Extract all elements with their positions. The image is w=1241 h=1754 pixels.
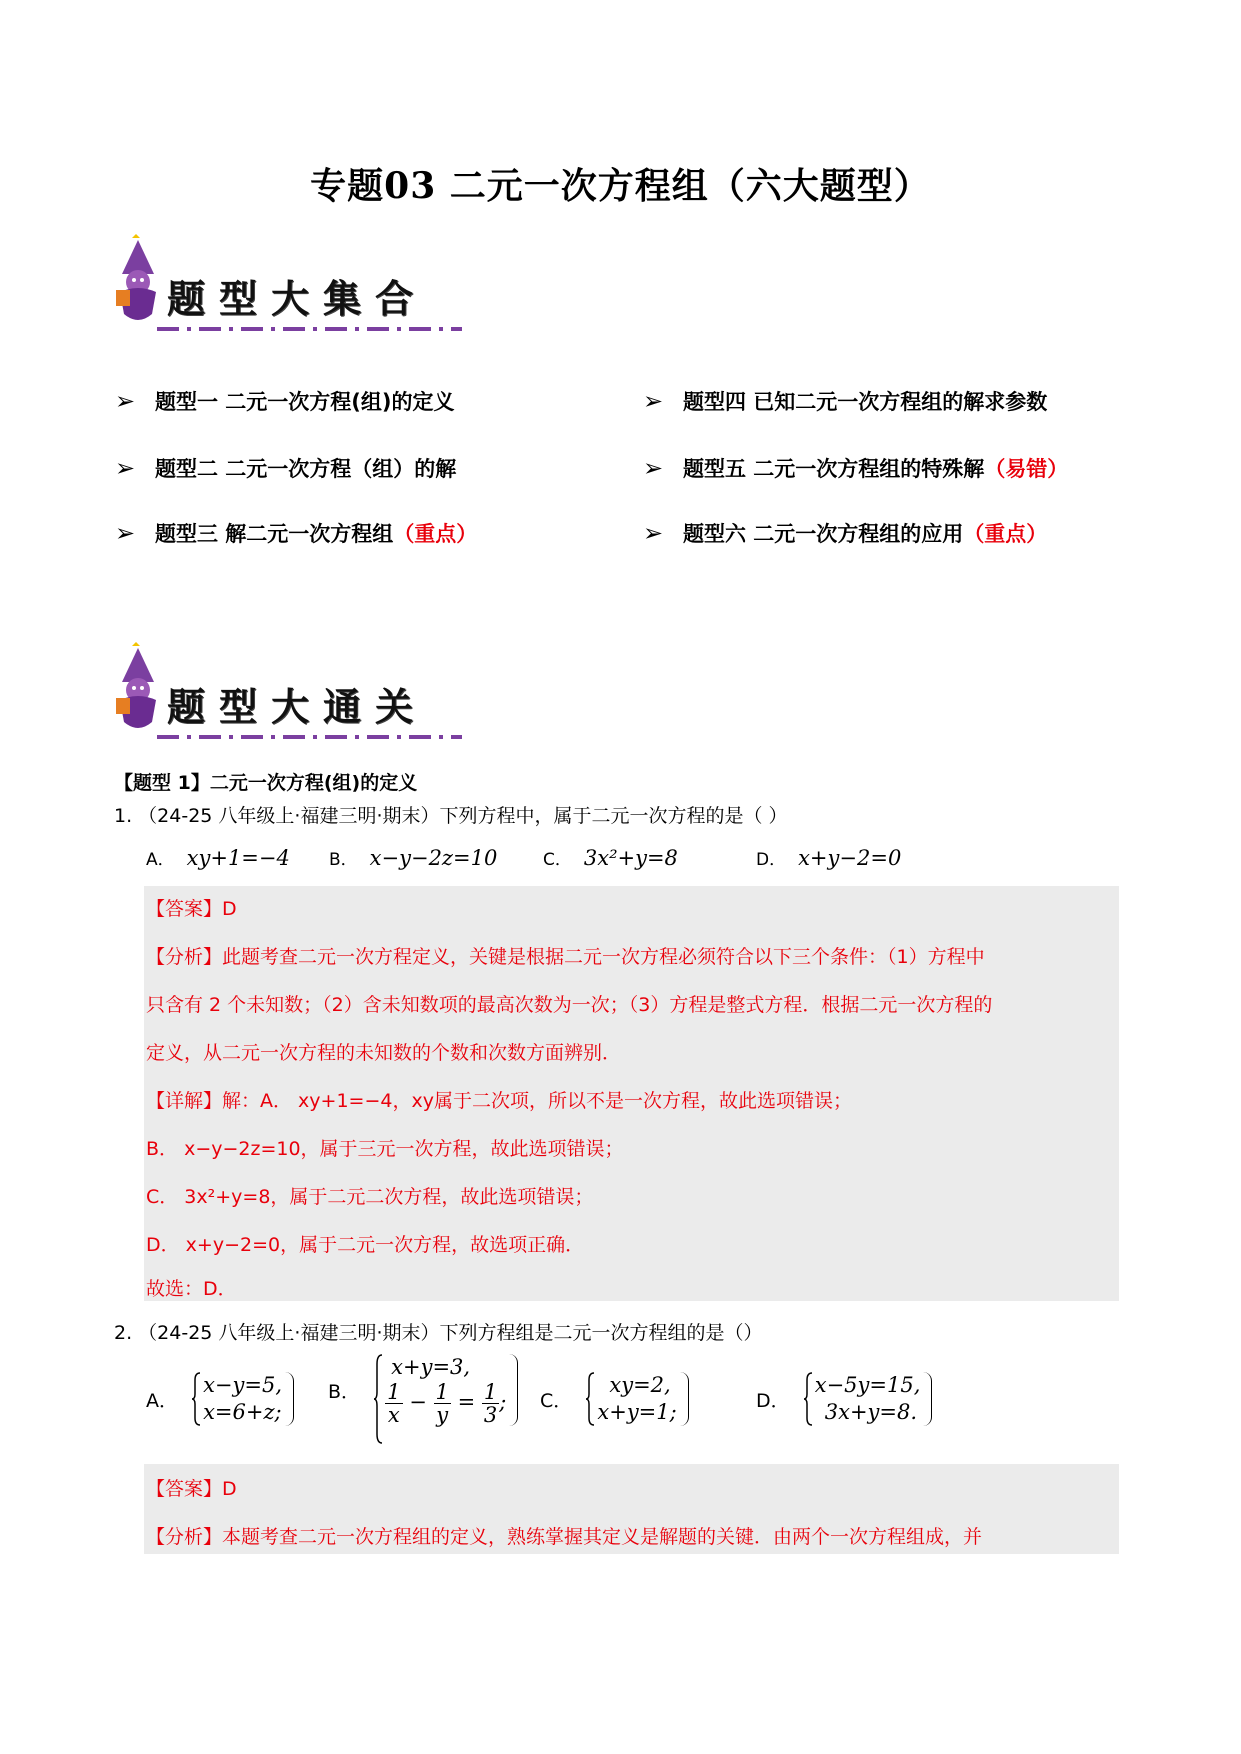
left-brace-icon xyxy=(373,1354,383,1444)
arrow-bullet-icon: ➢ xyxy=(115,454,136,482)
q1-detail-line: C． 3x²+y=8，属于二元二次方程，故此选项错误； xyxy=(146,1186,594,1208)
banner-title: 题型大通关 xyxy=(167,685,428,729)
wizard-mascot-icon xyxy=(112,234,164,326)
toc-item-5[interactable]: ➢ 题型五 二元一次方程组的特殊解（易错） xyxy=(643,454,1069,482)
q1-option-b[interactable]: B． x−y−2z=10 xyxy=(329,846,498,870)
q2-answer-box xyxy=(144,1464,1119,1554)
toc-item-6[interactable]: ➢ 题型六 二元一次方程组的应用（重点） xyxy=(643,519,1048,547)
left-brace-icon xyxy=(191,1372,201,1426)
q2-option-c[interactable]: C． xy=2, x+y=1; xyxy=(540,1372,689,1426)
q1-answer-box xyxy=(144,886,1119,1301)
q2-analysis-line: 【分析】本题考查二元一次方程组的定义，熟练掌握其定义是解题的关键．由两个一次方程组成，并 xyxy=(146,1526,983,1548)
toc-item-4[interactable]: ➢ 题型四 已知二元一次方程组的解求参数 xyxy=(643,387,1048,415)
page-title: 专题03 二元一次方程组（六大题型） xyxy=(310,165,931,207)
arrow-bullet-icon: ➢ xyxy=(643,519,664,547)
q1-detail-line: B． x−y−2z=10，属于三元一次方程，故此选项错误； xyxy=(146,1138,624,1160)
question-1-stem: 1. （24-25 八年级上·福建三明·期末）下列方程中，属于二元一次方程的是（ ） xyxy=(114,805,788,827)
q1-answer: 【答案】D xyxy=(146,898,237,920)
q2-option-b[interactable]: B． x+y=3, $\frac{1}{x}$ − $\frac{1}{y}$ = $\frac{1}{3}$ ; xyxy=(328,1354,518,1426)
arrow-bullet-icon: ➢ xyxy=(115,387,136,415)
q1-conclusion: 故选：D． xyxy=(146,1278,237,1300)
q1-analysis-line: 只含有 2 个未知数；（2）含未知数项的最高次数为一次；（3）方程是整式方程．根据二元一次方程的 xyxy=(146,994,993,1016)
equation-system: x−y=5, x=6+z; xyxy=(191,1372,294,1426)
banner-title: 题型大集合 xyxy=(167,277,428,321)
banner-practice xyxy=(112,636,462,751)
q2-option-d[interactable]: D． x−5y=15, 3x+y=8. xyxy=(756,1372,932,1426)
q1-detail-line: 【详解】解：A． xy+1=−4，xy属于二次项，所以不是一次方程，故此选项错误； xyxy=(146,1090,852,1112)
left-brace-icon xyxy=(803,1372,813,1426)
q1-detail-line: D． x+y−2=0，属于二元一次方程，故选项正确． xyxy=(146,1234,585,1256)
banner-question-types xyxy=(112,228,462,343)
q2-answer: 【答案】D xyxy=(146,1478,237,1500)
left-brace-icon xyxy=(585,1372,595,1426)
q1-option-d[interactable]: D． x+y−2=0 xyxy=(756,846,902,870)
toc-item-3[interactable]: ➢ 题型三 解二元一次方程组（重点） xyxy=(115,519,478,547)
arrow-bullet-icon: ➢ xyxy=(643,454,664,482)
equation-system: x+y=3, $\frac{1}{x}$ − $\frac{1}{y}$ = $\frac{1}{3}$ ; xyxy=(373,1354,518,1426)
wizard-mascot-icon xyxy=(112,642,164,734)
toc-item-2[interactable]: ➢ 题型二 二元一次方程（组）的解 xyxy=(115,454,457,482)
arrow-bullet-icon: ➢ xyxy=(115,519,136,547)
equation-system: xy=2, x+y=1; xyxy=(585,1372,688,1426)
arrow-bullet-icon: ➢ xyxy=(643,387,664,415)
toc-item-1[interactable]: ➢ 题型一 二元一次方程(组)的定义 xyxy=(115,387,455,415)
banner-divider xyxy=(157,326,462,332)
q2-option-a[interactable]: A． x−y=5, x=6+z; xyxy=(146,1372,294,1426)
q1-analysis-line: 【分析】此题考查二元一次方程定义，关键是根据二元一次方程必须符合以下三个条件：（1）方程中 xyxy=(146,946,985,968)
equation-system: x−5y=15, 3x+y=8. xyxy=(803,1372,933,1426)
banner-divider xyxy=(157,734,462,740)
q1-option-a[interactable]: A． xy+1=−4 xyxy=(146,846,290,870)
question-2-stem: 2. （24-25 八年级上·福建三明·期末）下列方程组是二元一次方程组的是（） xyxy=(114,1322,763,1344)
section-heading: 【题型 1】二元一次方程(组)的定义 xyxy=(114,772,418,794)
q1-option-c[interactable]: C． 3x²+y=8 xyxy=(543,846,678,870)
q1-analysis-line: 定义，从二元一次方程的未知数的个数和次数方面辨别． xyxy=(146,1042,622,1064)
